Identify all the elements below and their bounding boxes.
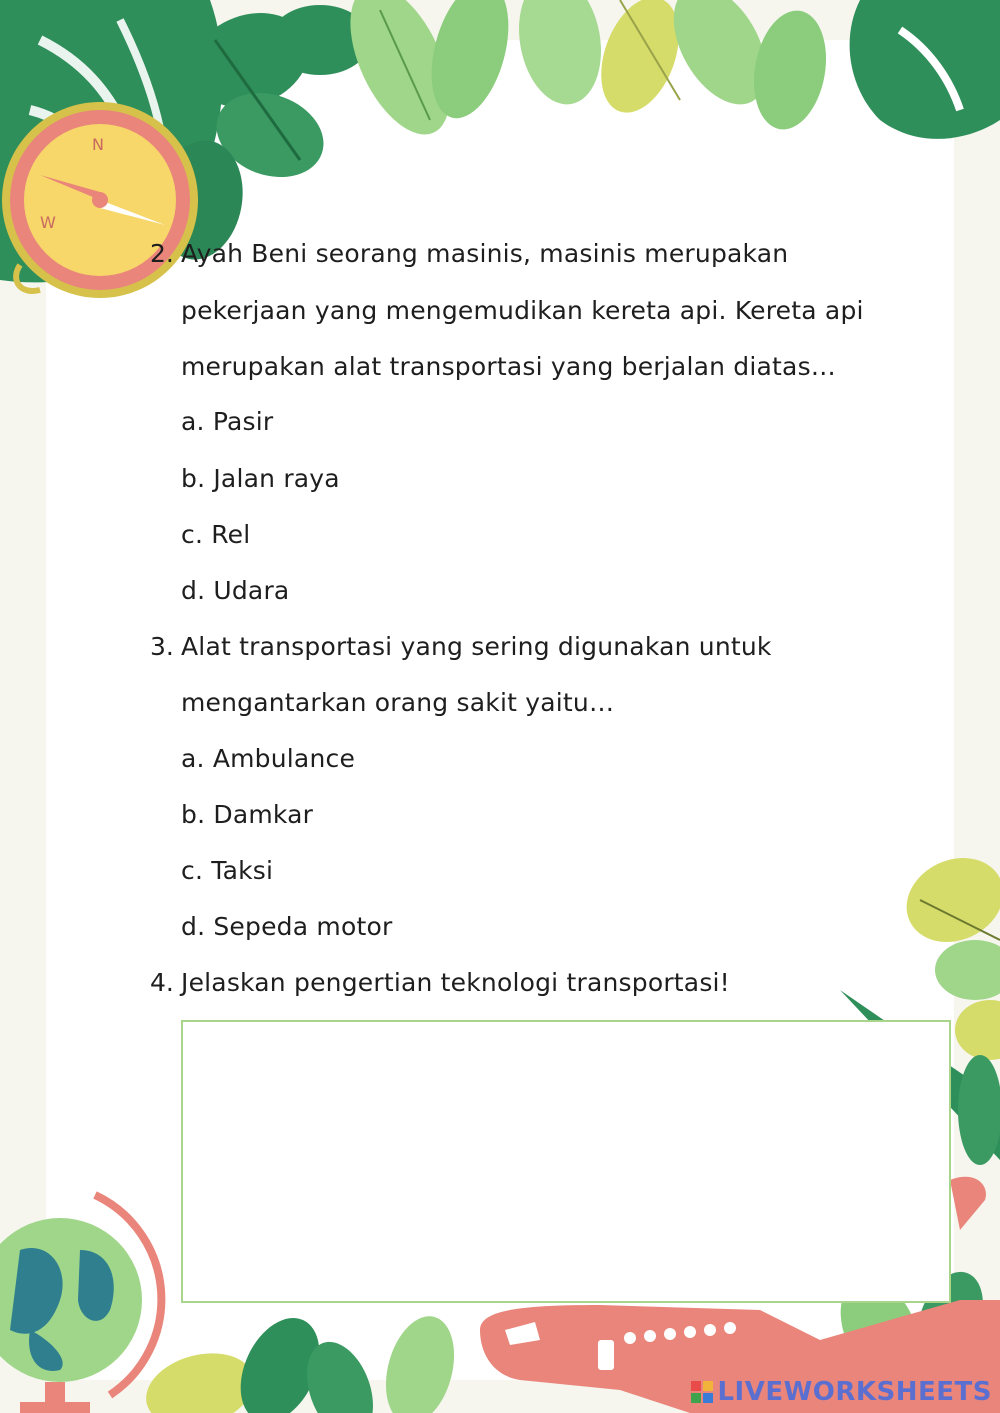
answer-option[interactable]: c. Rel	[181, 520, 251, 549]
compass-letter-n: N	[92, 135, 104, 154]
question-text-line: mengantarkan orang sakit yaitu…	[181, 688, 615, 717]
question-text-line: Jelaskan pengertian teknologi transportasi!	[181, 968, 730, 997]
answer-option[interactable]: d. Sepeda motor	[181, 912, 393, 941]
light-leaves-top-icon	[330, 0, 835, 149]
question-text-line: Ayah Beni seorang masinis, masinis merupakan	[181, 239, 789, 268]
brand-grid-icon	[691, 1381, 713, 1403]
essay-answer-box[interactable]	[181, 1020, 951, 1303]
answer-option[interactable]: b. Damkar	[181, 800, 314, 829]
compass-letter-w: W	[40, 213, 56, 232]
question-text-line: merupakan alat transportasi yang berjalan diatas…	[181, 352, 836, 381]
question-number: 3.	[150, 632, 174, 661]
question-text-line: Alat transportasi yang sering digunakan untuk	[181, 632, 772, 661]
answer-option[interactable]: d. Udara	[181, 576, 290, 605]
answer-option[interactable]: b. Jalan raya	[181, 464, 340, 493]
question-number: 2.	[150, 239, 174, 268]
answer-option[interactable]: c. Taksi	[181, 856, 274, 885]
monstera-leaf-top-right-icon	[850, 0, 1000, 139]
question-text-line: pekerjaan yang mengemudikan kereta api. Kereta api	[181, 296, 864, 325]
globe-icon	[0, 1195, 161, 1413]
question-number: 4.	[150, 968, 174, 997]
brand-name: LIVEWORKSHEETS	[717, 1377, 992, 1407]
answer-option[interactable]: a. Pasir	[181, 407, 274, 436]
answer-option[interactable]: a. Ambulance	[181, 744, 356, 773]
brand-logo	[691, 1377, 992, 1407]
